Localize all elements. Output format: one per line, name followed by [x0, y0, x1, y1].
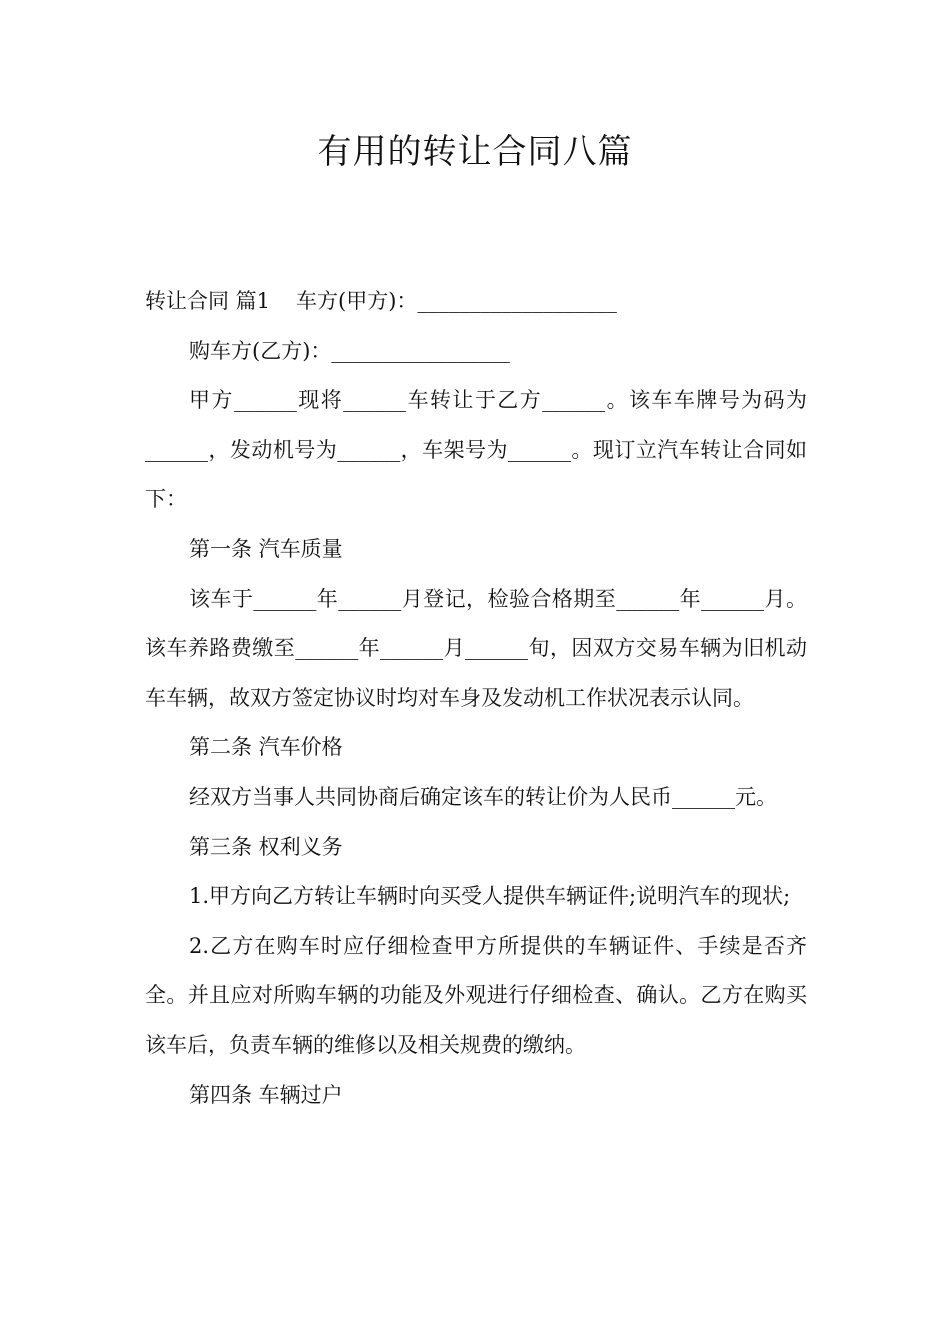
article-1-text: 该车于______年______月登记，检验合格期至______年______月。该车养路费缴至______年______月______旬，因双方交易车辆为旧机动车车辆，故双方签定协议时均对车身及发动机工作状况表示认同。 — [145, 586, 807, 710]
article-2-text: 经双方当事人共同协商后确定该车的转让价为人民币______元。 — [189, 784, 777, 809]
article-3-item-1: 1.甲方向乙方转让车辆时向买受人提供车辆证件;说明汽车的现状; — [189, 884, 791, 909]
paragraph-buyer-party: 购车方(乙方)：_________________ — [189, 338, 510, 363]
document-title: 有用的转让合同八篇 — [317, 132, 633, 172]
article-2-heading: 第二条 汽车价格 — [189, 735, 343, 760]
paragraph-contract-heading — [145, 277, 807, 327]
document-body — [145, 277, 807, 1120]
article-3-heading: 第三条 权利义务 — [189, 834, 343, 859]
seller-party-line: 车方(甲方)：___________________ — [296, 289, 617, 313]
article-3-item-2: 2.乙方在购车时应仔细检查甲方所提供的车辆证件、手续是否齐全。并且应对所购车辆的功能及外观进行仔细检查、确认。乙方在购买该车后，负责车辆的维修以及相关规费的缴纳。 — [145, 933, 807, 1057]
article-4-heading: 第四条 车辆过户 — [189, 1082, 343, 1107]
article-1-heading: 第一条 汽车质量 — [189, 536, 343, 561]
paragraph-intro: 甲方______现将______车转让于乙方______。该车车牌号为码为______，发动机号为______，车架号为______。现订立汽车转让合同如下： — [145, 388, 807, 512]
contract-section-label: 转让合同 篇1 — [145, 289, 271, 313]
